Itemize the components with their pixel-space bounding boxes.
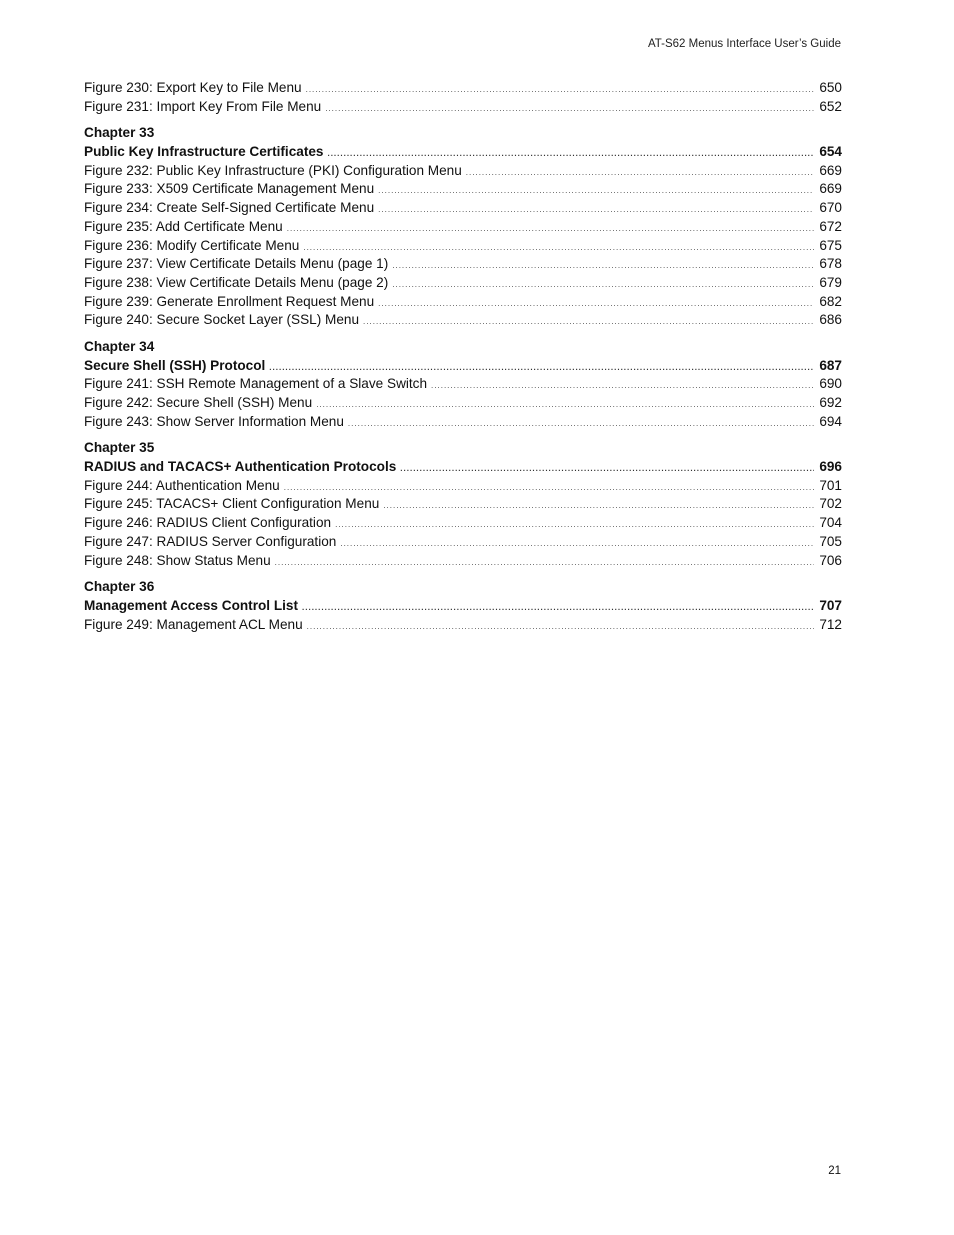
entry-page-number: 692 [819,395,842,410]
entry-page-number: 704 [819,515,842,531]
dot-leader [348,415,814,434]
entry-page-number: 686 [819,312,842,328]
entry-page-number: 712 [819,616,842,632]
entry-page-number: 682 [819,293,842,309]
dot-leader [378,182,814,201]
entry-title: Figure 246: RADIUS Client Configuration [84,515,332,531]
entry-title: Public Key Infrastructure Certificates [84,144,324,160]
chapter-title-entry[interactable] [84,597,842,616]
figure-entry[interactable] [84,413,842,432]
entry-title: Figure 231: Import Key From File Menu [84,98,322,114]
dot-leader [431,377,814,396]
entry-title: Figure 241: SSH Remote Management of a Slave Switch [84,376,428,392]
entry-title: Figure 234: Create Self-Signed Certificate Menu [84,200,375,216]
entry-page-number: 701 [819,477,842,493]
page-number: 21 [828,1165,841,1177]
figure-entry[interactable] [84,274,842,293]
figure-entry[interactable] [84,394,842,413]
entry-page-number: 690 [819,376,842,392]
entry-page-number: 694 [819,413,842,429]
figure-entry[interactable] [84,255,842,274]
dot-leader [302,599,814,618]
figure-entry[interactable] [84,533,842,552]
dot-leader [307,618,815,637]
entry-page-number: 679 [819,274,842,290]
figure-entry[interactable] [84,616,842,635]
dot-leader [383,497,814,516]
entry-page-number: 654 [819,144,842,160]
entry-title: Figure 236: Modify Certificate Menu [84,237,300,253]
entry-page-number: 672 [819,218,842,234]
dot-leader [466,164,815,183]
dot-leader [392,257,814,276]
dot-leader [378,295,814,314]
entry-page-number: 702 [819,496,842,512]
figure-entry[interactable] [84,311,842,330]
entry-page-number: 670 [819,200,842,216]
entry-title: Figure 249: Management ACL Menu [84,616,303,632]
entry-title: Figure 232: Public Key Infrastructure (PKI) Configuration Menu [84,162,462,178]
entry-page-number: 705 [819,533,842,549]
figure-entry[interactable] [84,495,842,514]
chapter-label: Chapter 33 [84,125,155,141]
figure-entry[interactable] [84,79,842,98]
entry-page-number: 669 [819,162,842,178]
entry-title: Figure 230: Export Key to File Menu [84,80,302,95]
entry-page-number: 652 [819,98,842,114]
entry-page-number: 707 [819,597,842,613]
table-of-figures [84,79,842,634]
entry-title: Figure 245: TACACS+ Client Configuration Menu [84,496,380,512]
entry-title: Secure Shell (SSH) Protocol [84,357,266,373]
entry-title: Figure 240: Secure Socket Layer (SSL) Menu [84,312,360,328]
entry-title: RADIUS and TACACS+ Authentication Protocols [84,459,397,475]
figure-entry[interactable] [84,552,842,571]
dot-leader [363,313,814,332]
dot-leader [335,516,814,535]
entry-page-number: 675 [819,237,842,253]
entry-title: Figure 242: Secure Shell (SSH) Menu [84,395,313,410]
figure-entry[interactable] [84,375,842,394]
entry-title: Figure 235: Add Certificate Menu [84,218,283,234]
entry-title: Figure 243: Show Server Information Menu [84,413,344,429]
dot-leader [287,220,815,239]
entry-title: Figure 247: RADIUS Server Configuration [84,533,337,549]
dot-leader [392,276,814,295]
dot-leader [316,396,814,415]
dot-leader [378,201,814,220]
dot-leader [340,535,814,554]
entry-page-number: 650 [819,80,842,95]
entry-title: Figure 248: Show Status Menu [84,552,271,568]
figure-entry[interactable] [84,180,842,199]
running-header: AT-S62 Menus Interface User’s Guide [647,38,841,50]
figure-entry[interactable] [84,199,842,218]
entry-page-number: 687 [819,357,842,373]
figure-entry[interactable] [84,162,842,181]
chapter-label: Chapter 35 [84,440,155,456]
dot-leader [325,100,814,119]
dot-leader [400,460,814,479]
entry-title: Figure 244: Authentication Menu [84,477,280,493]
dot-leader [275,554,815,573]
entry-page-number: 696 [819,459,842,475]
entry-page-number: 706 [819,552,842,568]
entry-title: Figure 237: View Certificate Details Menu (page 1) [84,256,389,272]
figure-entry[interactable] [84,293,842,312]
figure-entry[interactable] [84,237,842,256]
chapter-label: Chapter 34 [84,338,155,354]
chapter-title-entry[interactable] [84,357,842,376]
dot-leader [306,81,815,100]
figure-entry[interactable] [84,477,842,496]
figure-entry[interactable] [84,218,842,237]
entry-page-number: 669 [819,181,842,197]
chapter-title-entry[interactable] [84,458,842,477]
figure-entry[interactable] [84,98,842,117]
chapter-label: Chapter 36 [84,579,155,595]
entry-page-number: 678 [819,256,842,272]
entry-title: Figure 239: Generate Enrollment Request Menu [84,293,375,309]
entry-title: Figure 238: View Certificate Details Menu (page 2) [84,274,389,290]
figure-entry[interactable] [84,514,842,533]
entry-title: Figure 233: X509 Certificate Management Menu [84,181,375,197]
chapter-title-entry[interactable] [84,143,842,162]
entry-title: Management Access Control List [84,597,299,613]
